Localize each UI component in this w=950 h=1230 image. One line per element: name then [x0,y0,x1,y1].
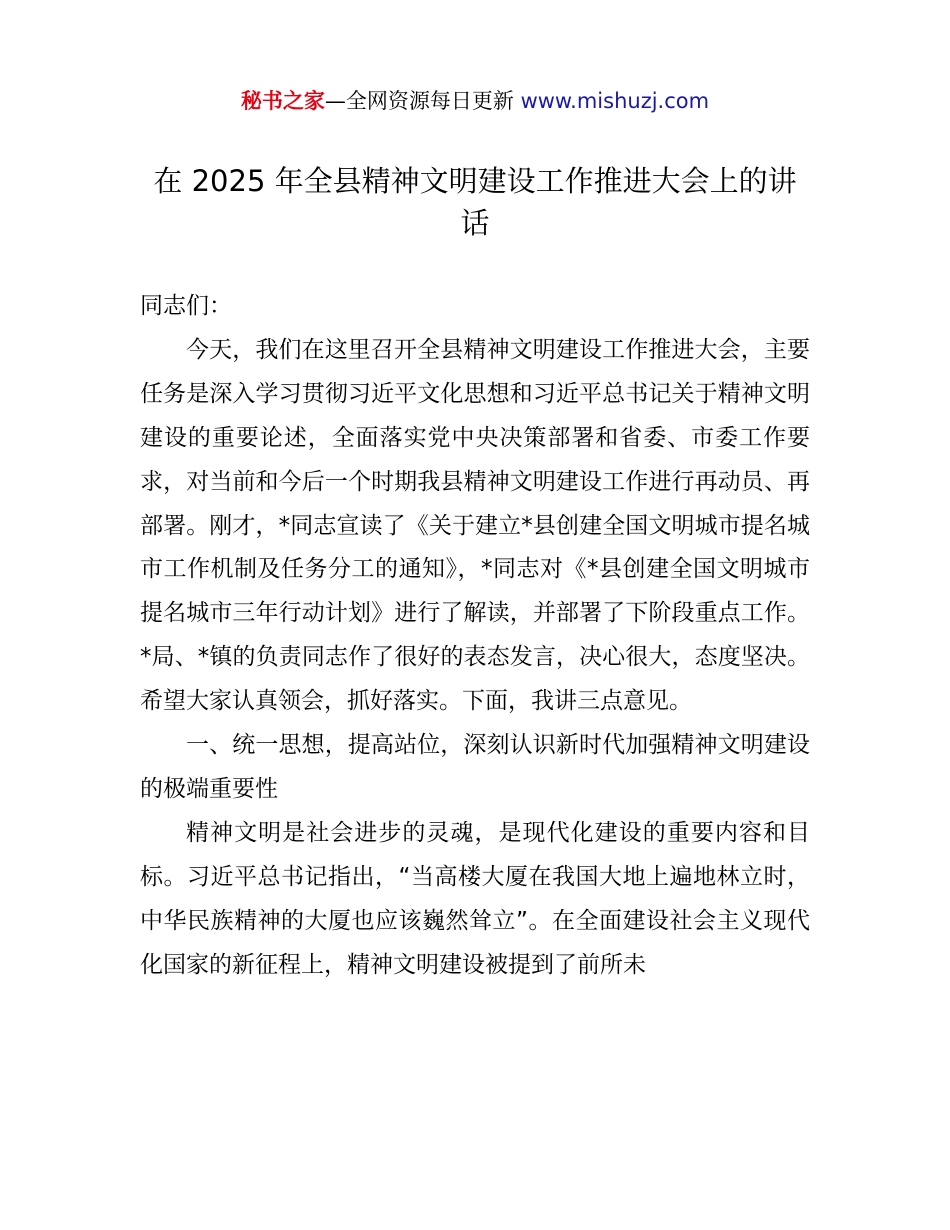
paragraph-opening: 今天，我们在这里召开全县精神文明建设工作推进大会，主要任务是深入学习贯彻习近平文化思想和习近平总书记关于精神文明建设的重要论述，全面落实党中央决策部署和省委、市委工作要求，对当前和今后一个时期我县精神文明建设工作进行再动员、再部署。刚才，*同志宣读了《关于建立*县创建全国文明城市提名城市工作机制及任务分工的通知》，*同志对《*县创建全国文明城市提名城市三年行动计划》进行了解读，并部署了下阶段重点工作。*局、*镇的负责同志作了很好的表态发言，决心很大，态度坚决。希望大家认真领会，抓好落实。下面，我讲三点意见。 [140,336,810,715]
brand-name: 秘书之家 [240,89,325,113]
paragraph-section-1: 精神文明是社会进步的灵魂，是现代化建设的重要内容和目标。习近平总书记指出，“当高楼大厦在我国大地上遍地林立时，中华民族精神的大厦也应该巍然耸立”。在全面建设社会主义现代化国家的新征程上，精神文明建设被提到了前所未 [140,819,810,978]
site-url-link[interactable]: www.mishuzj.com [520,89,710,113]
document-title: 在 2025 年全县精神文明建设工作推进大会上的讲话 [153,164,797,240]
site-tagline: —全网资源每日更新 [324,89,521,113]
site-header [0,86,950,116]
document-body [140,285,810,988]
section-heading-1: 一、统一思想，提高站位，深刻认识新时代加强精神文明建设的极端重要性 [140,732,810,802]
salutation: 同志们： [140,293,232,319]
